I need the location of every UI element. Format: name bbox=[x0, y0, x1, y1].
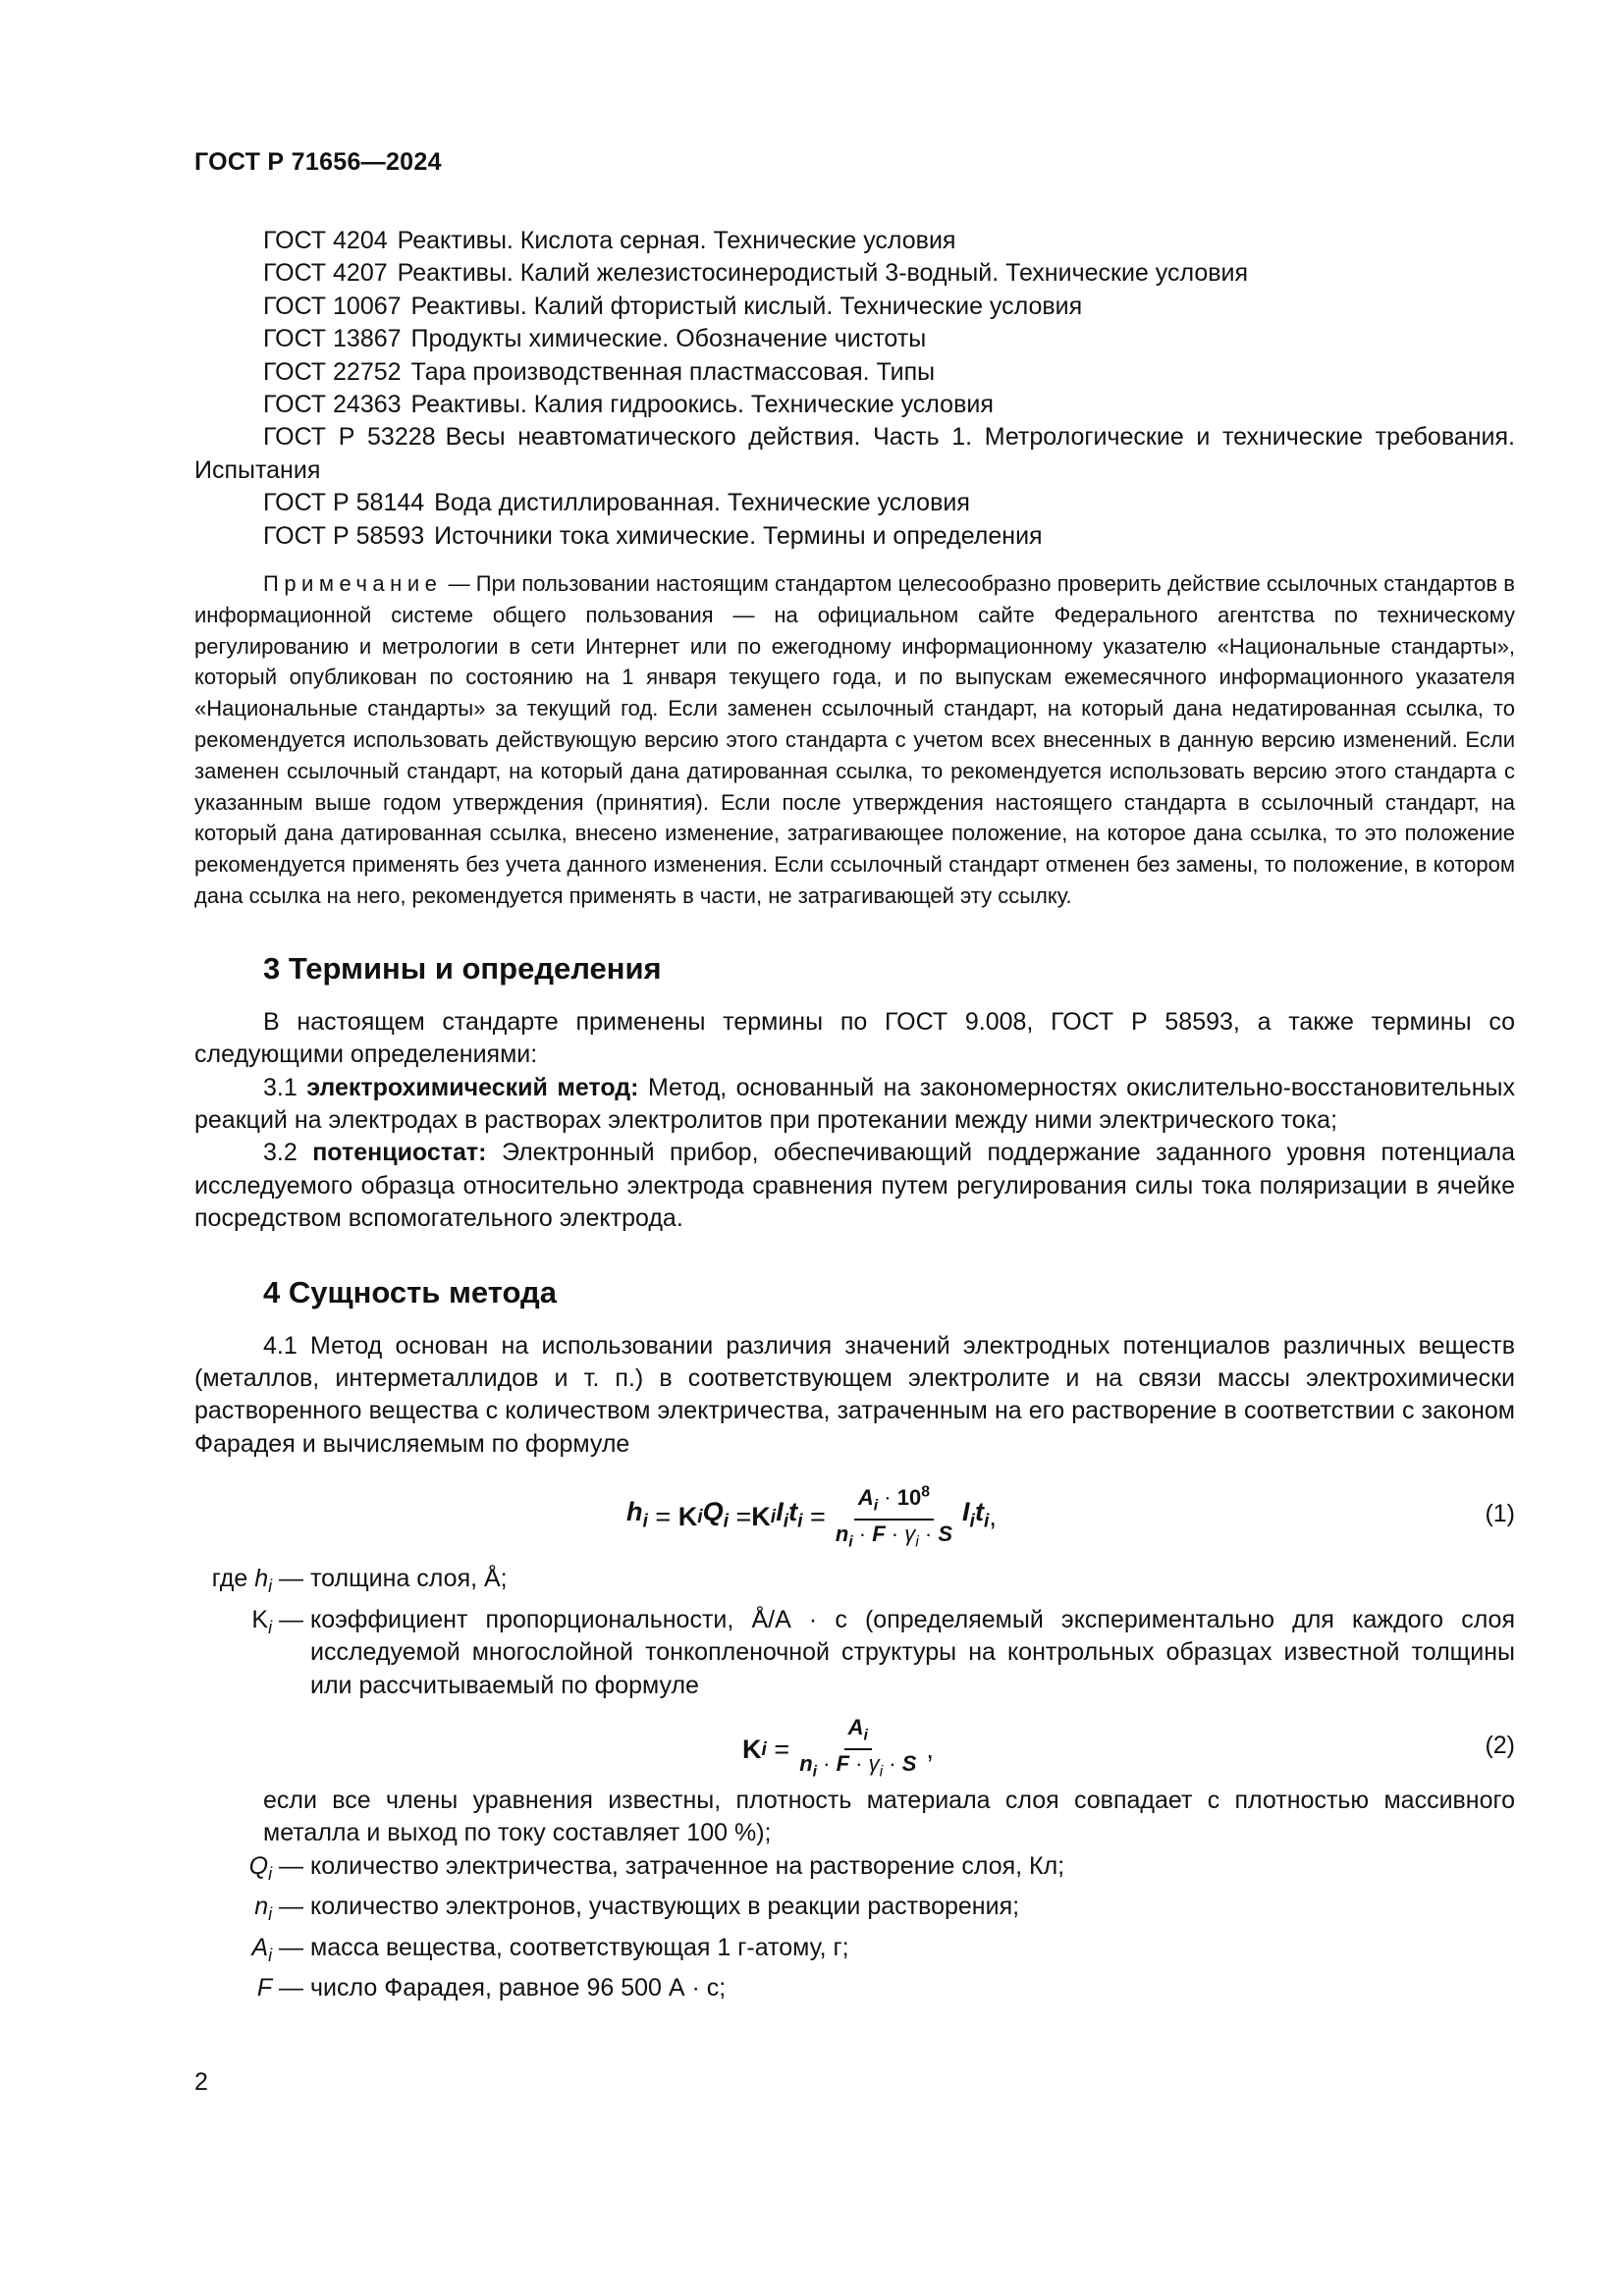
symbol-definition bbox=[194, 1604, 1515, 1702]
reference-item bbox=[194, 225, 1515, 257]
reference-code: ГОСТ Р 53228 bbox=[263, 423, 436, 452]
document-header: ГОСТ Р 71656—2024 bbox=[194, 148, 442, 176]
formula-2-fraction: $\frac{A_i}{n_i \cdot F \cdot \gamma_i \cdot S}$ bbox=[799, 1714, 917, 1781]
formula-2-condition: если все члены уравнения известны, плотность материала слоя совпадает с плотностью массивного металла и выход по току составляет 100 %); bbox=[263, 1786, 1515, 1847]
symbol: $Q_i$ — bbox=[248, 1851, 310, 1884]
symbol-letter: h bbox=[254, 1565, 269, 1593]
reference-title: Реактивы. Калия гидроокись. Технические условия bbox=[410, 391, 994, 419]
term-text: Электронный прибор, обеспечивающий поддержание заданного уровня потенциала исследуемого образца относительно электрода сравнения путем регулирования силы тока поляризации в ячейке посредством вспомогательного электрода. bbox=[194, 1139, 1515, 1233]
symbol-subscript: i bbox=[268, 1617, 273, 1637]
normative-references-list bbox=[194, 225, 1515, 553]
symbol-letter: n bbox=[254, 1893, 269, 1921]
reference-code: ГОСТ 22752 bbox=[263, 357, 402, 386]
symbol: где $h_i$ — bbox=[211, 1565, 310, 1597]
symbol-letter: F bbox=[256, 1973, 273, 2002]
equation-number-2: (2) bbox=[1485, 1731, 1515, 1759]
symbol-description: масса вещества, соответствующая 1 г-атому, г; bbox=[310, 1933, 849, 1961]
reference-title: Весы неавтоматического действия. Часть 1. Метрологические и технические требования. Испытания bbox=[194, 423, 1515, 484]
symbol-description: толщина слоя, Å; bbox=[310, 1565, 508, 1593]
symbol-letter: Q bbox=[248, 1851, 269, 1880]
reference-code: ГОСТ 10067 bbox=[263, 292, 402, 320]
reference-title: Реактивы. Калий железистосинеродистый 3-водный. Технические условия bbox=[397, 259, 1249, 288]
symbol-description: число Фарадея, равное 96 500 А · с; bbox=[310, 1973, 727, 2002]
symbol-definition bbox=[194, 1972, 1515, 2004]
term-name: электрохимический метод: bbox=[306, 1073, 639, 1101]
reference-title: Реактивы. Калий фтористый кислый. Технические условия bbox=[410, 292, 1083, 320]
reference-item bbox=[194, 257, 1515, 290]
reference-item bbox=[194, 323, 1515, 355]
symbol: $n_i$ — bbox=[254, 1893, 310, 1925]
symbol-letter: K bbox=[251, 1605, 269, 1633]
document-body bbox=[194, 225, 1515, 2004]
reference-title: Источники тока химические. Термины и определения bbox=[434, 521, 1043, 550]
term-name: потенциостат: bbox=[312, 1139, 487, 1167]
symbol-definition bbox=[194, 1891, 1515, 1931]
reference-title: Тара производственная пластмассовая. Типы bbox=[410, 357, 936, 386]
symbol-subscript: i bbox=[268, 1576, 273, 1597]
formula-1-row bbox=[194, 1468, 1515, 1563]
term-definition bbox=[194, 1072, 1515, 1138]
symbol: $K_i$ — bbox=[251, 1605, 310, 1637]
symbol-definition bbox=[194, 1850, 1515, 1891]
term-text: Метод, основанный на закономерностях окислительно-восстановительных реакций на электродах в растворах электролитов при протекании между ними электрического тока; bbox=[194, 1073, 1515, 1135]
formula-1-fraction: $\frac{A_i \cdot 10^8}{n_i \cdot F \cdot \gamma_i \cdot S}$ bbox=[832, 1478, 956, 1555]
note-paragraph bbox=[194, 568, 1515, 912]
symbol: $A_i$ — bbox=[251, 1933, 310, 1965]
symbol-letter: A bbox=[251, 1933, 269, 1961]
formula-2: K i = $\frac{A_i}{n_i \cdot F \cdot \gamma_i \cdot S}$ , bbox=[742, 1714, 934, 1786]
reference-item bbox=[194, 356, 1515, 389]
reference-title: Продукты химические. Обозначение чистоты bbox=[410, 325, 927, 353]
where-label: где bbox=[211, 1565, 248, 1593]
symbol-subscript: i bbox=[268, 1945, 273, 1965]
reference-item bbox=[194, 520, 1515, 553]
reference-item bbox=[194, 291, 1515, 323]
section-4-heading: 4 Сущность метода bbox=[263, 1274, 557, 1309]
symbol-definition bbox=[194, 1932, 1515, 1972]
reference-code: ГОСТ 4204 bbox=[263, 227, 388, 254]
formula-2-row bbox=[194, 1710, 1515, 1785]
reference-item bbox=[194, 421, 1515, 487]
term-definition bbox=[194, 1137, 1515, 1235]
term-number: 3.2 bbox=[263, 1139, 313, 1167]
note-text: — При пользовании настоящим стандартом целесообразно проверить действие ссылочных стандартов в информационной системе общего пользования — на официальном сайте Федерального агентства по техническому регулированию и метрологии в сети Интернет или по ежегодному информационному указателю «Национальные стандарты», который опубликован по состоянию на 1 января текущего года, и по выпускам ежемесячного информационного указателя «Национальные стандарты» за текущий год. Если заменен ссылочный стандарт, на который дана недатированная ссылка, то рекомендуется использовать действующую версию этого стандарта с учетом всех внесенных в данную версию изменений. Если заменен ссылочный стандарт, на который дана датированная ссылка, то рекомендуется использовать версию этого стандарта с указанным выше годом утверждения (принятия). Если после утверждения настоящего стандарта в ссылочный стандарт, на который дана датированная ссылка, внесено изменение, затрагивающее положение, на которое дана ссылка, то это положение рекомендуется применять без учета данного изменения. Если ссылочный стандарт отменен без замены, то положение, в котором дана ссылка на него, рекомендуется применять в части, не затрагивающей эту ссылку. bbox=[194, 571, 1515, 909]
reference-code: ГОСТ 24363 bbox=[263, 391, 402, 419]
symbol-description: количество электричества, затраченное на растворение слоя, Кл; bbox=[310, 1851, 1065, 1880]
page-number: 2 bbox=[194, 2068, 208, 2096]
reference-title: Реактивы. Кислота серная. Технические условия bbox=[397, 227, 956, 254]
formula-1: $h_i$ = K i $Q_i$ = K i $I_it_i$ = $\frac{A_i \cdot 10^8}{n_i \cdot F \cdot \gamma_i \cdot S}$ $I_it_i$ , bbox=[626, 1478, 997, 1555]
note-label: Примечание bbox=[263, 571, 443, 597]
section-3-heading: 3 Термины и определения bbox=[263, 950, 662, 986]
term-number: 3.1 bbox=[263, 1073, 307, 1101]
symbol-description: коэффициент пропорциональности, Å/А · с (определяемый экспериментально для каждого слоя исследуемой многослойной тонкопленочной структуры на контрольных образцах известной толщины или рассчитываемый по формуле bbox=[310, 1605, 1515, 1699]
symbol-subscript: i bbox=[268, 1863, 273, 1884]
symbol-subscript: i bbox=[268, 1904, 273, 1925]
reference-code: ГОСТ Р 58144 bbox=[263, 489, 425, 517]
reference-title: Вода дистиллированная. Технические условия bbox=[434, 489, 970, 517]
equation-number-1: (1) bbox=[1485, 1500, 1515, 1528]
reference-item bbox=[194, 487, 1515, 519]
reference-code: ГОСТ 4207 bbox=[263, 259, 388, 288]
section-4-paragraph: 4.1 Метод основан на использовании различия значений электродных потенциалов различных веществ (металлов, интерметаллидов и т. п.) в соответствующем электролите и на связи массы электрохимически растворенного вещества с количеством электричества, затраченным на его растворение в соответствии с законом Фарадея и вычисляемым по формуле bbox=[194, 1331, 1515, 1458]
reference-code: ГОСТ Р 58593 bbox=[263, 521, 425, 550]
document-page bbox=[194, 0, 1515, 2296]
reference-code: ГОСТ 13867 bbox=[263, 325, 402, 353]
symbol-description: количество электронов, участвующих в реакции растворения; bbox=[310, 1893, 1020, 1921]
section-3-intro: В настоящем стандарте применены термины по ГОСТ 9.008, ГОСТ Р 58593, а также термины со следующими определениями: bbox=[194, 1007, 1515, 1069]
reference-item bbox=[194, 389, 1515, 421]
symbol-definition bbox=[194, 1563, 1515, 1603]
symbol: F — bbox=[256, 1973, 310, 2002]
